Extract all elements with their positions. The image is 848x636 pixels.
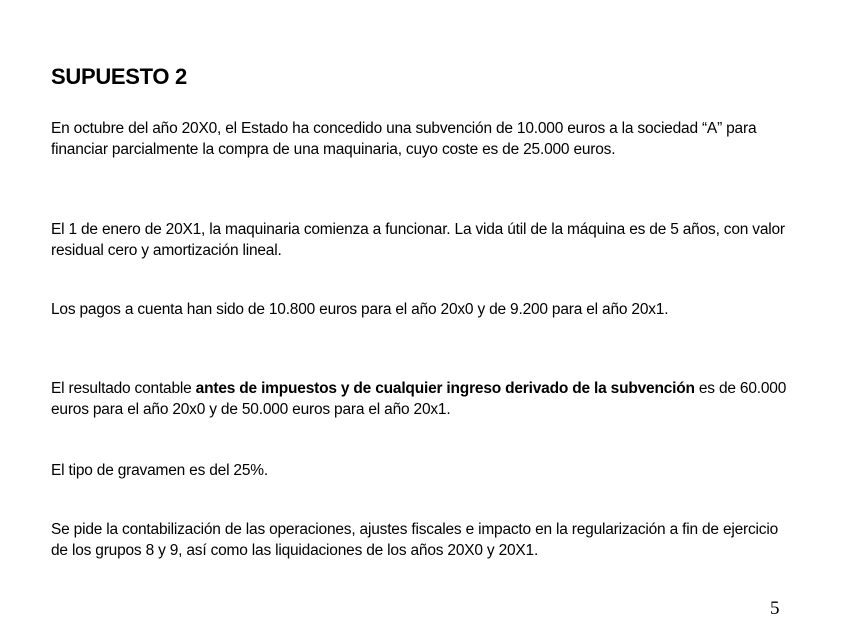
paragraph-request: Se pide la contabilización de las operaciones, ajustes fiscales e impacto en la regularización a fin de ejercicio de los grupos 8 y 9, así como las liquidaciones de los años 20X0 y 20X1. [51, 521, 778, 559]
paragraph-machine-life: El 1 de enero de 20X1, la maquinaria comienza a funcionar. La vida útil de la máquina es de 5 años, con valor residual cero y amortización lineal. [51, 221, 785, 259]
page-title: SUPUESTO 2 [51, 64, 187, 89]
paragraph-accounting-result [51, 379, 796, 420]
paragraph-subsidy: En octubre del año 20X0, el Estado ha concedido una subvención de 10.000 euros a la sociedad “A” para financiar parcialmente la compra de una maquinaria, cuyo coste es de 25.000 euros. [51, 120, 757, 158]
paragraph-payments: Los pagos a cuenta han sido de 10.800 euros para el año 20x0 y de 9.200 para el año 20x1. [51, 301, 669, 318]
page-number: 5 [770, 598, 780, 619]
paragraph-accounting-result-end: es de 60.000 euros para el año 20x0 y de 50.000 euros para el año 20x1. [51, 380, 787, 418]
paragraph-tax-rate: El tipo de gravamen es del 25%. [51, 462, 268, 479]
paragraph-accounting-result-emphasis: antes de impuestos y de cualquier ingreso derivado de la subvención [195, 380, 695, 397]
paragraph-accounting-result-start: El resultado contable [51, 380, 196, 397]
